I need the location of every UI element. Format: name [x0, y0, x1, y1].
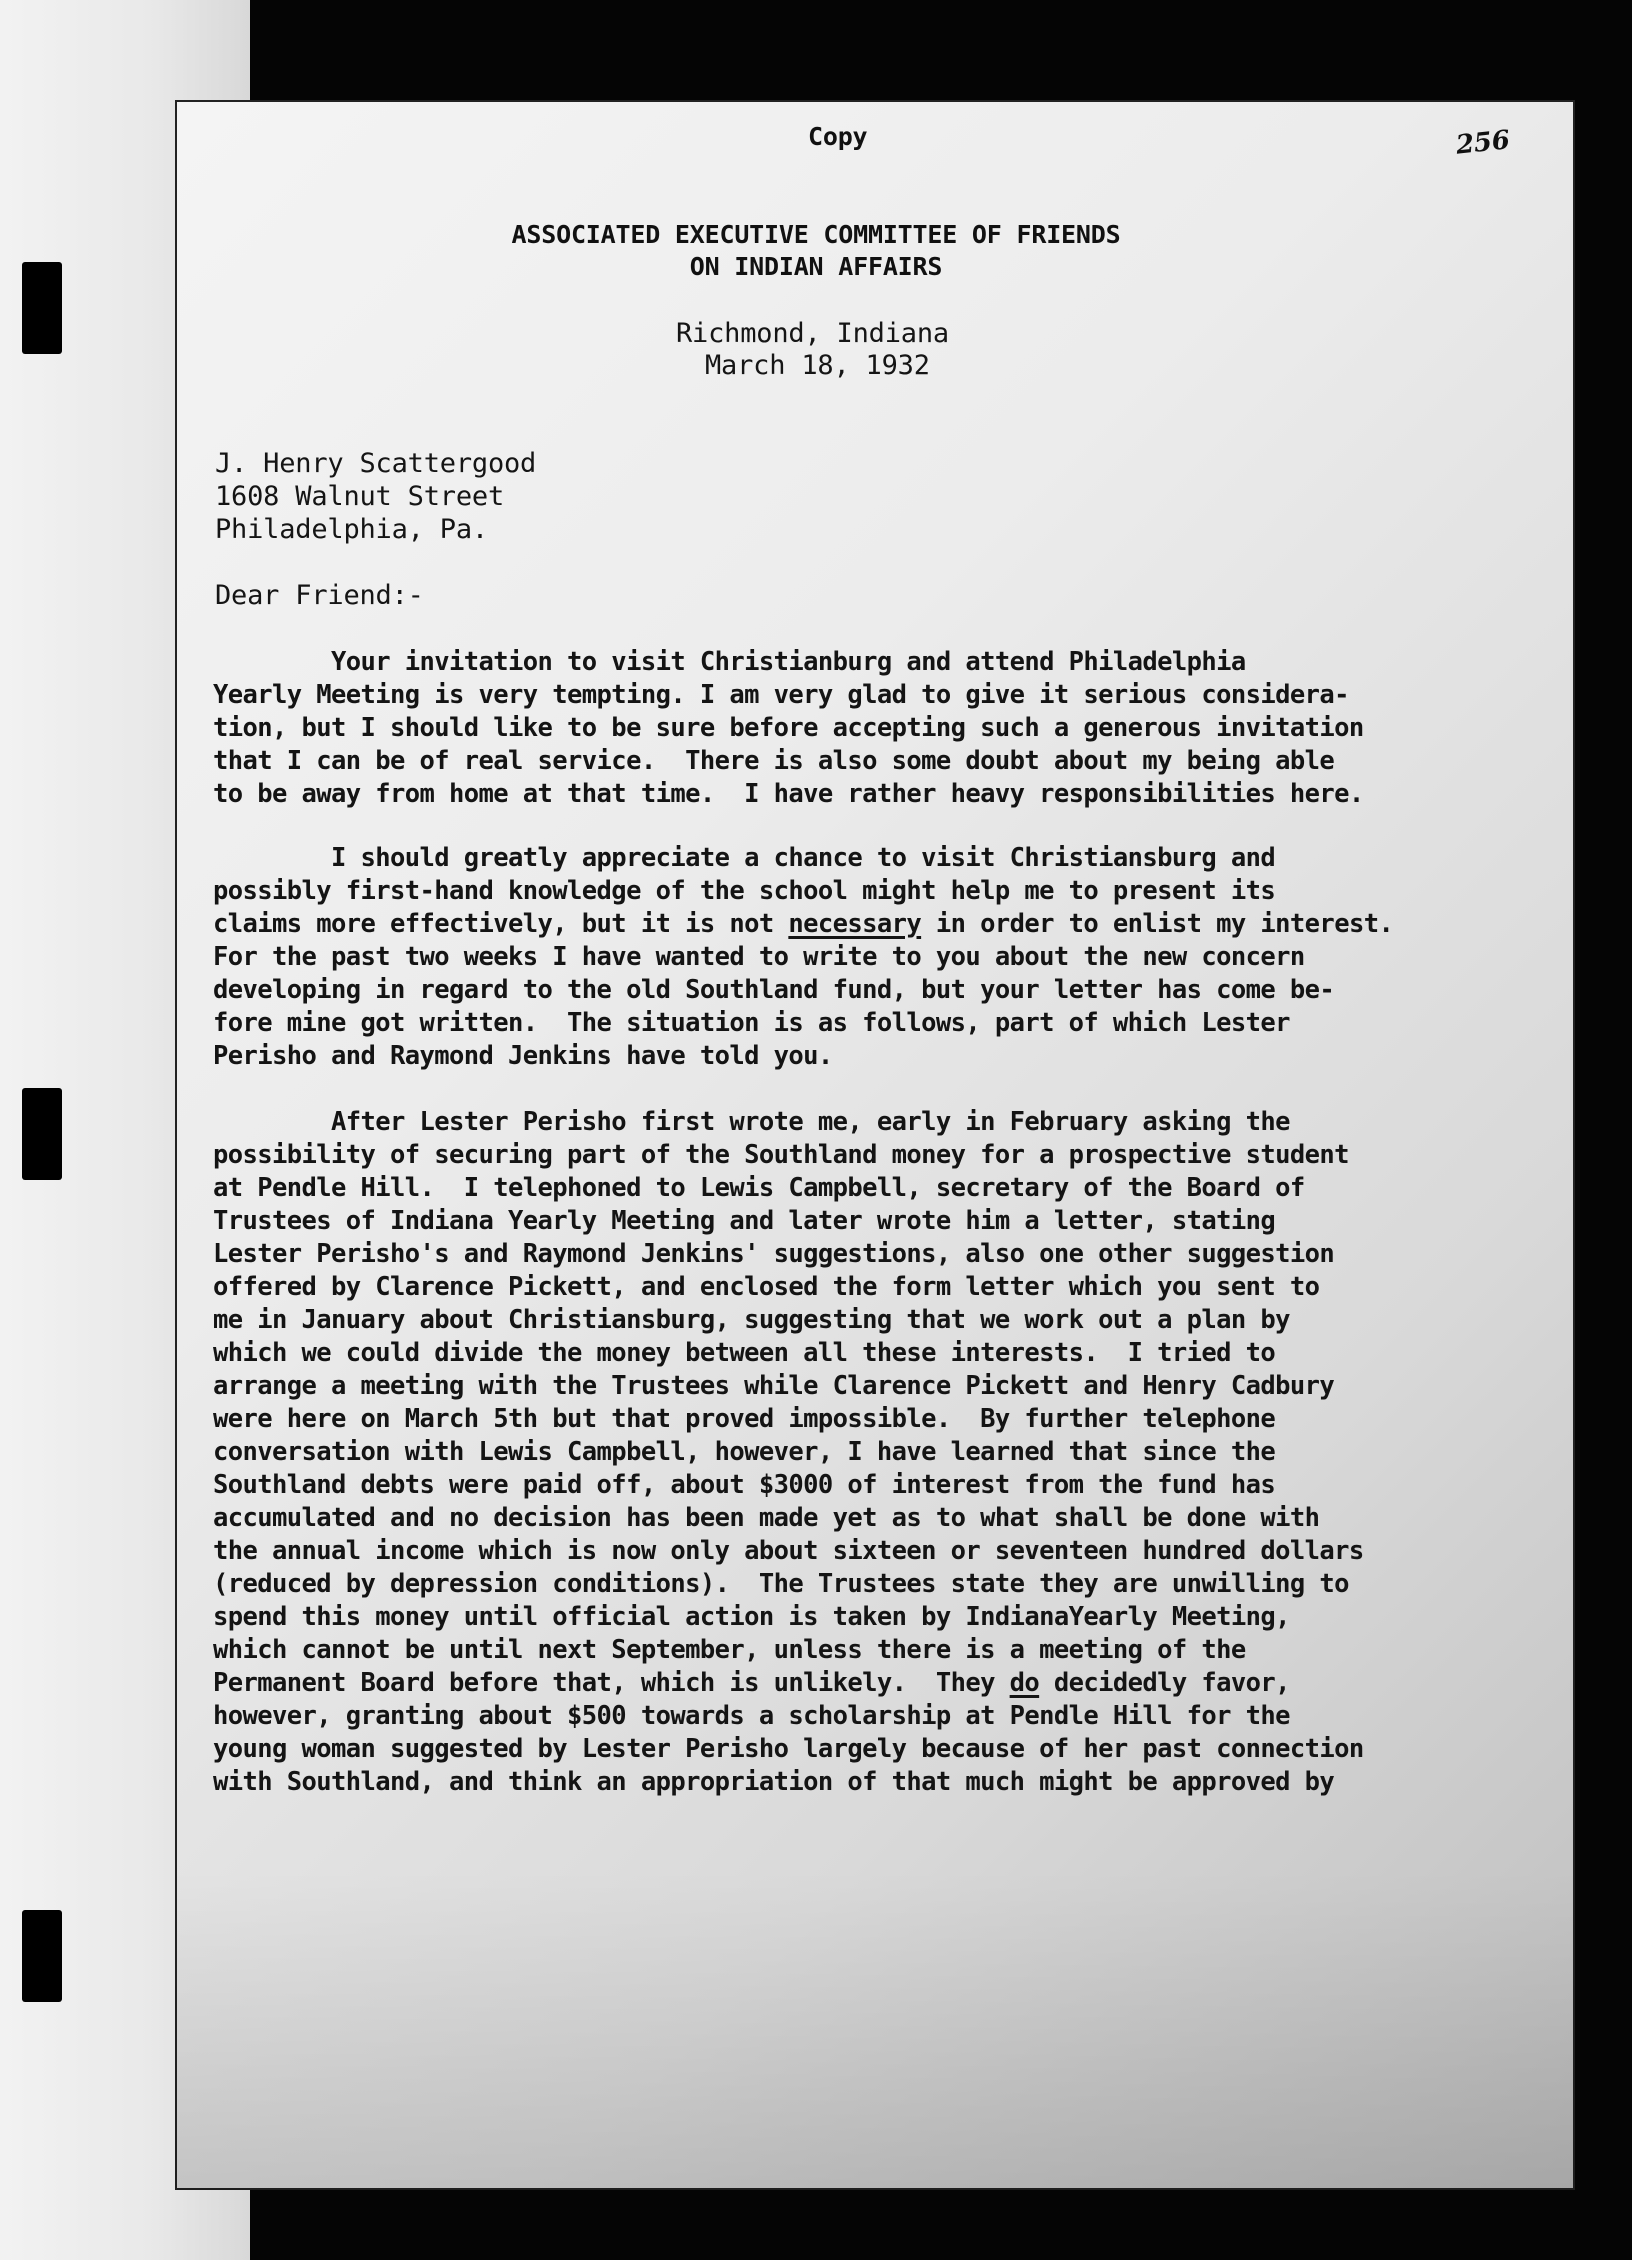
recipient-name: J. Henry Scattergood [215, 448, 537, 479]
paragraph-3 [213, 1106, 1364, 1799]
paragraph-3-line: possibility of securing part of the Southland money for a prospective student [213, 1140, 1349, 1170]
paragraph-3-line: After Lester Perisho first wrote me, early in February asking the [213, 1107, 1290, 1137]
paragraph-2-line: possibly first-hand knowledge of the school might help me to present its [213, 876, 1276, 906]
text-run: in order to enlist my interest. [921, 909, 1394, 939]
org-heading-line1: ASSOCIATED EXECUTIVE COMMITTEE OF FRIENDS [511, 220, 1121, 249]
paragraph-3-line: me in January about Christiansburg, suggesting that we work out a plan by [213, 1305, 1290, 1335]
paragraph-3-line: were here on March 5th but that proved impossible. By further telephone [213, 1404, 1276, 1434]
paragraph-2-line [213, 908, 1393, 941]
paragraph-3-line: with Southland, and think an appropriation of that much might be approved by [213, 1767, 1335, 1797]
paragraph-3-line: which we could divide the money between all these interests. I tried to [213, 1338, 1276, 1368]
paragraph-3-line: accumulated and no decision has been made yet as to what shall be done with [213, 1503, 1320, 1533]
recipient-city: Philadelphia, Pa. [215, 514, 488, 545]
paragraph-2-line: I should greatly appreciate a chance to visit Christiansburg and [213, 843, 1276, 873]
text-run: claims more effectively, but it is not [213, 909, 789, 939]
letter-place: Richmond, Indiana [676, 318, 949, 349]
paragraph-3-line: conversation with Lewis Campbell, however, I have learned that since the [213, 1437, 1276, 1467]
paragraph-3-line: Trustees of Indiana Yearly Meeting and later wrote him a letter, stating [213, 1206, 1276, 1236]
paragraph-1-line: to be away from home at that time. I have rather heavy responsibilities here. [213, 779, 1364, 809]
paragraph-1-line: Yearly Meeting is very tempting. I am very glad to give it serious considera- [213, 680, 1349, 710]
recipient-street: 1608 Walnut Street [215, 481, 504, 512]
paragraph-3-line: the annual income which is now only about sixteen or seventeen hundred dollars [213, 1536, 1364, 1566]
paragraph-3-line: arrange a meeting with the Trustees while Clarence Pickett and Henry Cadbury [213, 1371, 1335, 1401]
copy-label: Copy [808, 122, 868, 151]
paragraph-3-line: at Pendle Hill. I telephoned to Lewis Campbell, secretary of the Board of [213, 1173, 1305, 1203]
text-run: Permanent Board before that, which is unlikely. They [213, 1668, 1010, 1698]
film-marker-2 [22, 1088, 62, 1180]
paragraph-3-line: Lester Perisho's and Raymond Jenkins' suggestions, also one other suggestion [213, 1239, 1335, 1269]
paragraph-3-line: Southland debts were paid off, about $3000 of interest from the fund has [213, 1470, 1276, 1500]
text-run: decidedly favor, [1039, 1668, 1290, 1698]
paragraph-2-line: developing in regard to the old Southland fund, but your letter has come be- [213, 975, 1335, 1005]
salutation: Dear Friend:- [215, 580, 424, 611]
paragraph-1-line: Your invitation to visit Christianburg and attend Philadelphia [213, 647, 1246, 677]
film-marker-3 [22, 1910, 62, 2002]
paragraph-3-line [213, 1667, 1364, 1700]
paragraph-2-line: fore mine got written. The situation is as follows, part of which Lester [213, 1008, 1290, 1038]
underlined-word-do: do [1009, 1668, 1040, 1698]
paragraph-3-line: spend this money until official action is taken by IndianaYearly Meeting, [213, 1602, 1290, 1632]
page-number: 256 [1454, 125, 1512, 161]
paragraph-1-line: tion, but I should like to be sure before accepting such a generous invitation [213, 713, 1364, 743]
paragraph-3-line: young woman suggested by Lester Perisho largely because of her past connection [213, 1734, 1364, 1764]
paragraph-3-line: (reduced by depression conditions). The Trustees state they are unwilling to [213, 1569, 1349, 1599]
letter-date: March 18, 1932 [705, 350, 930, 381]
paragraph-3-line: which cannot be until next September, unless there is a meeting of the [213, 1635, 1246, 1665]
paragraph-1 [213, 646, 1364, 811]
paragraph-2 [213, 842, 1393, 1073]
paragraph-3-line: however, granting about $500 towards a scholarship at Pendle Hill for the [213, 1701, 1290, 1731]
paragraph-2-line: Perisho and Raymond Jenkins have told you. [213, 1041, 833, 1071]
paragraph-1-line: that I can be of real service. There is also some doubt about my being able [213, 746, 1335, 776]
underlined-word-necessary: necessary [788, 909, 922, 939]
org-heading-line2: ON INDIAN AFFAIRS [689, 252, 943, 281]
paragraph-3-line: offered by Clarence Pickett, and enclosed the form letter which you sent to [213, 1272, 1320, 1302]
paragraph-2-line: For the past two weeks I have wanted to write to you about the new concern [213, 942, 1305, 972]
